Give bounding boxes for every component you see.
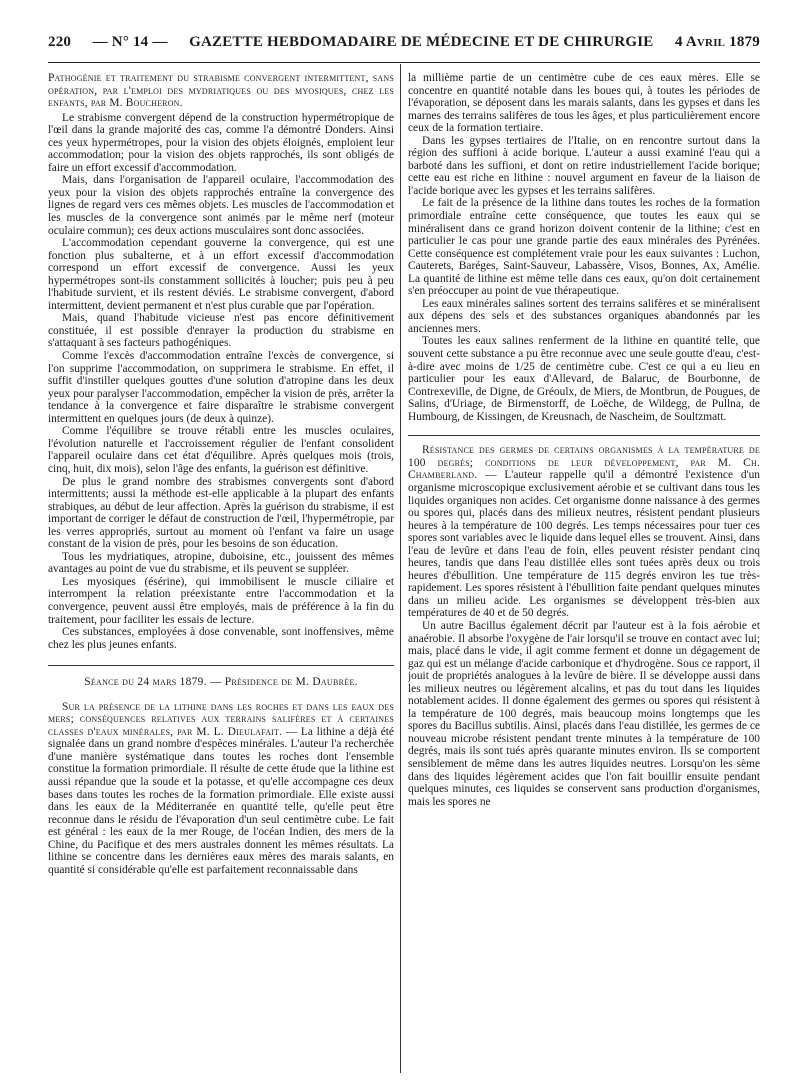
paragraph: Le fait de la présence de la lithine dans toutes les roches de la formation primordiale entraîne cette conséquence, que toutes les eaux qui se minéralisent dans ce grand horizon doivent contenir de la lithine; c'est en particulier le cas pour une grande partie des eaux minérales des Pyrénées. Cette conséquence est complétement vraie pour les eaux suivantes : Luchon, Cauterets, Baréges, Saint-Sauveur, Labassère, Visos, Bonnes, Ax, Amélie. La quantité de lithine est même telle dans ces eaux, qu'on doit certainement s'en préoccuper au point de vue thérapeutique.	[408, 197, 760, 298]
article-lead: — L'auteur rappelle qu'il a démontré l'existence d'un organisme microscopique exclusivement aérobie et se cultivant dans tous les liquides organiques non acides. Cet organisme donne naissance à des germes ou spores qui, placés dans des milieux neutres, résistent pendant plusieurs heures à la température de 100 degrés. Les temps nécessaires pour tuer ces spores sont variables avec le liquide dans lequel elles se trouvent. Ainsi, dans l'eau de levûre et dans l'eau de foin, elles peuvent résister pendant cinq heures, tandis que dans l'eau distillée elles sont tuées après deux ou trois heures d'ébullition. Une température de 115 degrés environ les tue très-rapidement. Les spores résistent à l'ébullition faite pendant quelques minutes dans un milieu acide. Les organismes se développent très-bien aux températures de 40 et de 50 degrés.	[408, 469, 760, 620]
paragraph: Toutes les eaux salines renferment de la lithine en quantité telle, que souvent cette substance a pu être reconnue avec une seule goutte d'eau, c'est-à-dire avec moins de 1/25 de centimètre cube. C'est ce qui a eu lieu en particulier pour les eaux d'Allevard, de Balaruc, de Bourbonne, de Contrexeville, de Digne, de Gréoulx, de Miers, de Montbrun, de Pougues, de Salins, d'Uriage, de Birmenstorff, de Loëche, de Wildegg, de Pullna, de Humbourg, de Kissingen, de Kreusnach, de Nascheim, de Soultzmatt.	[408, 335, 760, 423]
article-lithine	[48, 701, 394, 877]
article-heading-strabisme: Pathogénie et traitement du strabisme convergent intermittent, sans opération, par l'emploi des mydriatiques ou des myosiques, chez les enfants, par M. Boucheron.	[48, 72, 394, 110]
paragraph: Les myosiques (ésérine), qui immobilisent le muscle ciliaire et interrompent la relation préexistante entre l'accommodation et la convergence, peuvent aussi être employés, mais de préférence à la fin du traitement, pour faciliter les essais de lecture.	[48, 575, 394, 626]
article-heading-germes: Résistance des germes de certains organismes à la température de 100 degrés; conditions de leur développement, par M. Ch. Chamberland.	[408, 444, 760, 482]
right-column	[408, 72, 760, 1079]
paragraph-continued: la millième partie de un centimètre cube de ces eaux mères. Elle se concentre en quantité notable dans les boues qui, à toutes les périodes de l'évaporation, se déposent dans les marais salants, dans les gypses et dans les marnes des terrains salifères de tous les âges, et plus particulièrement encore ceux de la formation tertiaire.	[408, 72, 760, 135]
page-number: 220	[48, 34, 72, 50]
article-germes	[408, 444, 760, 620]
header-rule	[48, 62, 760, 63]
article-lead: — La lithine a déjà été signalée dans un grand nombre d'espèces minérales. L'auteur l'a recherchée d'une manière systématique dans toutes les roches dont l'ensemble constitue la formation primordiale. Il résulte de cette étude que la lithine est aussi répandue que la soude et la potasse, et qu'elle accompagne ces deux bases dans toutes les roches de la formation primordiale. Elle existe aussi dans les eaux de la Méditerranée en quantité telle, qu'elle peut être reconnue dans le résidu de l'évaporation d'un seul centimètre cube. Le fait est général : les eaux de la mer Rouge, de l'océan Indien, des mers de la Chine, du Pacifique et des mers australes donnent les mêmes résultats. La lithine se concentre dans les dernières eaux mères des marais salants, en quantité si considérable qu'elle est parfaitement reconnaissable dans	[48, 725, 394, 876]
paragraph: Mais, quand l'habitude vicieuse n'est pas encore définitivement constituée, il est possible d'enrayer la production du strabisme en s'attaquant à ses facteurs pathogéniques.	[48, 312, 394, 350]
page-header	[48, 34, 760, 60]
paragraph: Un autre Bacillus également décrit par l'auteur est à la fois aérobie et anaérobie. Il absorbe l'oxygène de l'air lorsqu'il se trouve en contact avec lui; mais, placé dans le vide, il agit comme ferment et donne un dégagement de gaz qui est un mélange d'acide carbonique et d'hydrogène. Sous ce rapport, il jouit de propriétés analogues à la levûre de bière. Il se développe aussi dans les milieux neutres ou légèrement alcalins, et pas du tout dans les liquides notablement acides. Il donne également des germes ou spores qui résistent à la température de 100 degrés, mais beaucoup moins longtemps que les spores du Bacillus subtilis. Ainsi, placés dans l'eau distillée, les germes de ce nouveau microbe résistent pendant trente minutes à la température de 100 degrés, mais ils sont tués après quarante minutes environ. Ils se comportent sensiblement de même dans les autres liquides neutres. Lorsqu'on les sème dans des liquides légèrement acides que l'on fait bouillir ensuite pendant quelques minutes, ces liquides se conservent sans production d'organismes, mais les spores ne	[408, 619, 760, 808]
paragraph: Le strabisme convergent dépend de la construction hypermétropique de l'œil dans la grande majorité des cas, comme l'a démontré Donders. Ainsi ces yeux hypermétropes, pour la vision des objets éloignés, emploient leur accommodation; pour la vision des objets rapprochés, ils sont obligés de faire un effort excessif d'accommodation.	[48, 111, 394, 174]
paragraph: Tous les mydriatiques, atropine, duboisine, etc., jouissent des mêmes avantages au point de vue du strabisme, et ils peuvent se suppléer.	[48, 550, 394, 576]
issue-number: — N° 14 —	[92, 34, 168, 50]
paragraph: De plus le grand nombre des strabismes convergents sont d'abord intermittents; aussi la méthode est-elle applicable à la plupart des enfants strabiques, au début de leur affection. Après la guérison du strabisme, il est important de corriger le défaut de construction de l'œil, l'hypermétropie, par les verres appropriés, surtout au moment où l'enfant va faire un usage constant de la vision de près, pour les besoins de son éducation.	[48, 475, 394, 551]
left-column	[48, 72, 394, 1079]
paragraph: Comme l'excès d'accommodation entraîne l'excès de convergence, si l'on supprime l'accommodation, on supprimera le strabisme. En effet, il suffit d'instiller quelques gouttes d'une solution d'atropine dans les deux yeux pour paralyser l'accommodation, empêcher la vision de près, arrêter la tendance à la convergence et faire disparaître le strabisme convergent intermittent en quelques jours (de deux à quinze).	[48, 350, 394, 425]
paragraph: Comme l'équilibre se trouve rétabli entre les muscles oculaires, l'évolution naturelle et l'accroissement régulier de l'enfant consolident l'appareil oculaire dans cet état d'équilibre. Après quelques mois (trois, cinq, huit, dix mois), selon l'âge des enfants, la guérison est définitive.	[48, 425, 394, 475]
section-rule	[48, 665, 394, 666]
paragraph: Les eaux minérales salines sortent des terrains salifères et se minéralisent aux dépens des sels et des substances organiques abandonnés par les anciennes mers.	[408, 297, 760, 335]
article-heading-lithine: Sur la présence de la lithine dans les roches et dans les eaux des mers; conséquences relatives aux terrains salifères et à certaines classes d'eaux minérales, par M. L. Dieulafait.	[48, 700, 394, 738]
journal-title: GAZETTE HEBDOMADAIRE DE MÉDECINE ET DE CHIRURGIE	[189, 34, 654, 50]
paragraph: Mais, dans l'organisation de l'appareil oculaire, l'accommodation des yeux pour la vision des objets rapprochés entraîne la convergence des lignes de regard vers ces mêmes objets. Les muscles de l'accommodation et les muscles de la convergence sont animés par le même nerf (moteur oculaire commun); ces deux actions musculaires sont donc associées.	[48, 174, 394, 237]
paragraph: Ces substances, employées à dose convenable, sont inoffensives, même chez les plus jeunes enfants.	[48, 626, 394, 651]
section-rule	[408, 435, 760, 436]
session-heading: Séance du 24 mars 1879. — Présidence de M. Daubrée.	[84, 676, 358, 689]
paragraph: Dans les gypses tertiaires de l'Italie, on en rencontre surtout dans la région des suffioni à acide borique. L'auteur a aussi examiné l'eau qui a barboté dans les suffioni, et dont on retire industriellement l'acide borique; cette eau est riche en lithine : nouvel argument en faveur de la liaison de l'acide borique avec les gypses et les terrains salifères.	[408, 134, 760, 197]
issue-date: 4 Avril 1879	[675, 34, 760, 50]
paragraph: L'accommodation cependant gouverne la convergence, qui est une fonction plus subalterne, et à un effort excessif d'accommodation correspond un effort excessif de convergence. Aussi les yeux hypermétropes sont-ils constamment sollicités à loucher; puis peu à peu l'habitude survient, et ils restent déviés. Le strabisme convergent, d'abord intermittent, devient permanent et n'est plus curable que par l'opération.	[48, 237, 394, 312]
column-divider	[400, 64, 401, 1073]
